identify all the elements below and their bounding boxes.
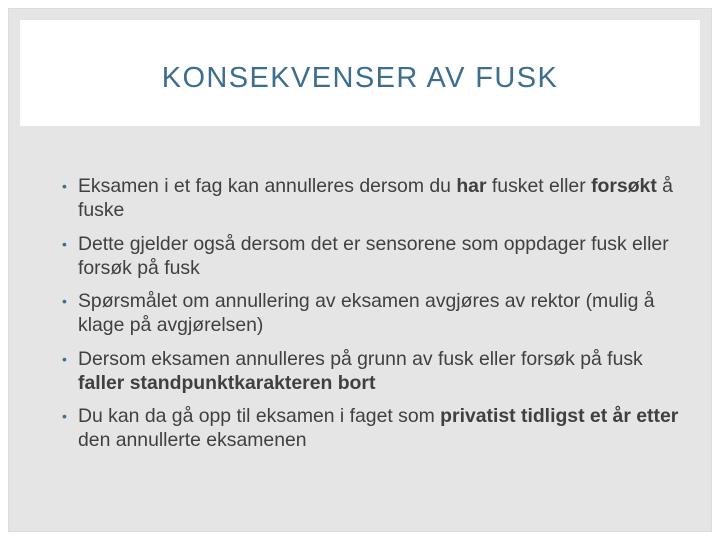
bullet-item bbox=[62, 232, 682, 280]
bullet-dot: • bbox=[62, 178, 67, 194]
bullet-item bbox=[62, 347, 682, 395]
bullet-text-segment: den annullerte eksamenen bbox=[78, 429, 307, 451]
title-box bbox=[20, 20, 700, 126]
bullet-list bbox=[62, 174, 682, 462]
bullet-bold-segment: har bbox=[456, 175, 487, 197]
bullet-dot: • bbox=[62, 408, 67, 424]
bullet-text-segment: Du kan da gå opp til eksamen i faget som bbox=[78, 405, 441, 427]
bullet-item bbox=[62, 404, 682, 452]
bullet-text-segment: Dette gjelder også dersom det er sensorene som oppdager fusk eller forsøk på fusk bbox=[78, 232, 669, 279]
bullet-item bbox=[62, 289, 682, 337]
bullet-bold-segment: privatist tidligst et år etter bbox=[440, 405, 679, 427]
slide bbox=[8, 8, 712, 532]
bullet-text-segment: Spørsmålet om annullering av eksamen avgjøres av rektor (mulig å klage på avgjørelsen) bbox=[78, 290, 655, 336]
bullet-bold-segment: faller standpunktkarakteren bort bbox=[78, 371, 376, 394]
bullet-bold-segment: forsøkt bbox=[591, 175, 657, 197]
bullet-dot: • bbox=[62, 350, 67, 367]
bullet-text-segment: Dersom eksamen annulleres på grunn av fusk eller forsøk på fusk bbox=[78, 347, 643, 370]
bullet-item bbox=[62, 174, 682, 222]
bullet-dot: • bbox=[62, 235, 67, 252]
slide-title: KONSEKVENSER AV FUSK bbox=[161, 61, 559, 94]
bullet-text-segment: Eksamen i et fag kan annulleres dersom du bbox=[78, 175, 457, 197]
bullet-text-segment: å fuske bbox=[78, 175, 673, 221]
bullet-dot: • bbox=[62, 293, 67, 309]
bullet-text-segment: fusket eller bbox=[486, 175, 592, 197]
